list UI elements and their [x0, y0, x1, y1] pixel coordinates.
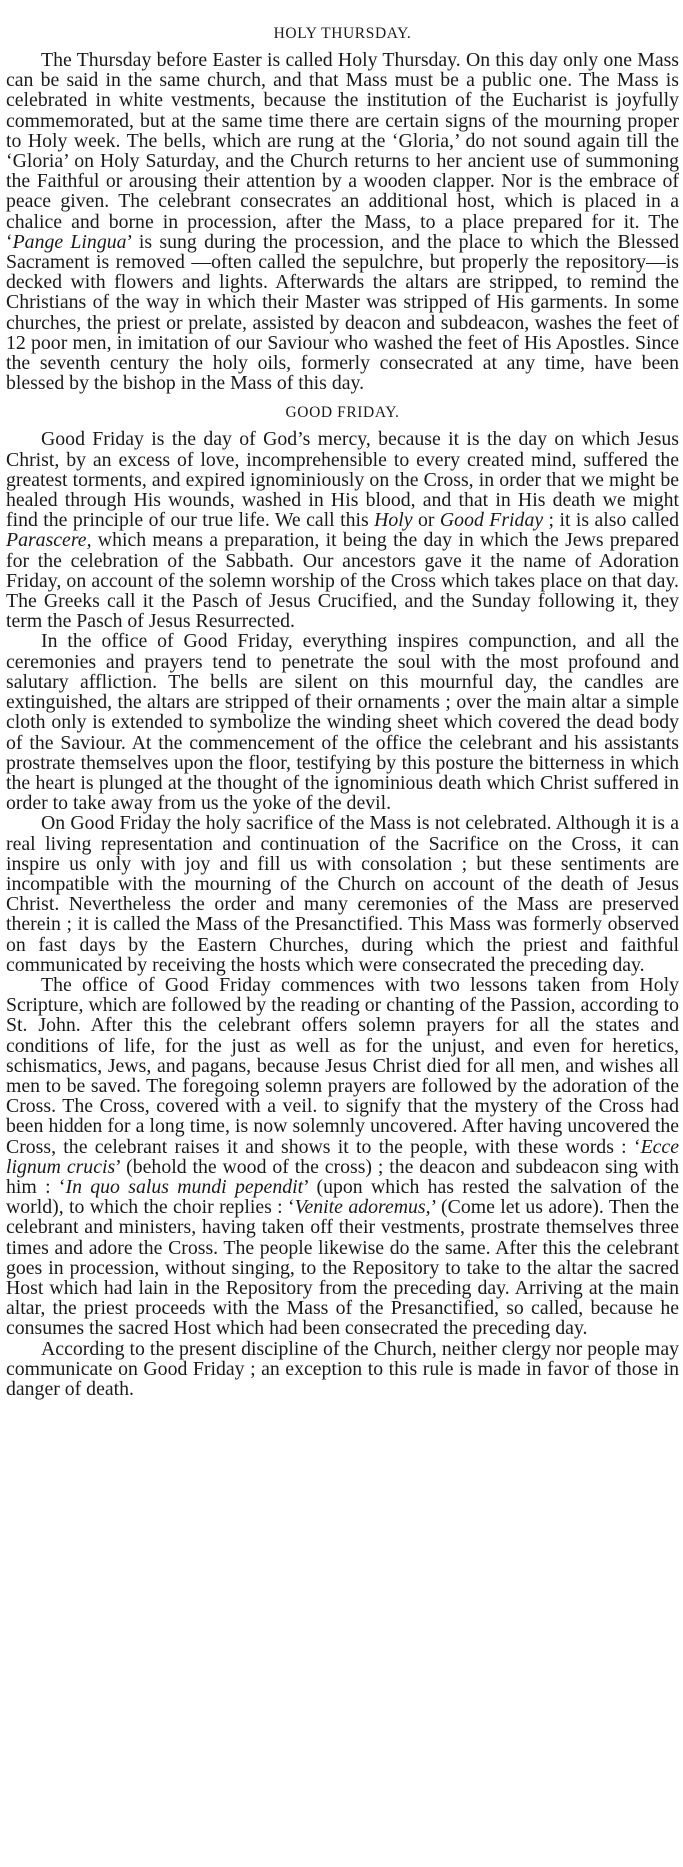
- text-run: The Thursday before Easter is called Holy Thursday. On this day only one Mass can be said in the same church, and that Mass must be a public one. The Mass is celebrated in white vestments, because the institution of the Eucharist is joyfully commemorated, but at the same time there are certain signs of the mourning proper to Holy week. The bells, which are rung at the ‘Gloria,’ do not sound again till the ‘Gloria’ on Holy Saturday, and the Church returns to her ancient use of summoning the Faithful or arousing their attention by a wooden clapper. Nor is the embrace of peace given. The celebrant consecrates an additional host, which is placed in a chalice and borne in procession, after the Mass, to a place prepared for it. The ‘: [6, 49, 679, 253]
- paragraph-good-friday-5: According to the present discipline of the Church, neither clergy nor people may communicate on Good Friday ; an exception to this rule is made in favor of those in danger of death.: [6, 1337, 679, 1400]
- italic-latin-phrase: Venite adoremus,: [294, 1196, 431, 1219]
- italic-term: Parascere,: [6, 529, 92, 552]
- italic-term: Holy: [374, 509, 413, 532]
- italic-latin-phrase: In quo salus mundi pependit: [65, 1175, 304, 1198]
- italic-term: Good Friday: [439, 509, 544, 532]
- paragraph-good-friday-4: [6, 975, 679, 1339]
- heading-good-friday: GOOD FRIDAY.: [285, 404, 400, 422]
- text-run: Good Friday is the day of God’s mercy, because it is the day on which Jesus Christ, by an excess of love, incomprehensible to every created mind, suffered the greatest torments, and expired ignominiously on the Cross, in order that we might be healed through His wounds, washed in His blood, and that in His death we might find the principle of our true life. We call this: [6, 428, 679, 532]
- paragraph-holy-thursday: [6, 50, 679, 393]
- heading-holy-thursday: HOLY THURSDAY.: [273, 25, 412, 42]
- paragraph-good-friday-3: On Good Friday the holy sacrifice of the Mass is not celebrated. Although it is a real living representation and continuation of the Sacrifice on the Cross, it can inspire us only with joy and fill us with consolation ; but these sentiments are incompatible with the mourning of the Church on account of the death of Jesus Christ. Nevertheless the order and many ceremonies of the Mass are preserved therein ; it is called the Mass of the Presanctified. This Mass was formerly observed on fast days by the Eastern Churches, during which the priest and faithful communicated by receiving the hosts which were consecrated the preceding day.: [6, 812, 679, 976]
- text-run: ; it is also called: [543, 509, 679, 532]
- text-run: or: [412, 509, 440, 532]
- text-run: which means a preparation, it being the day in which the Jews prepared for the celebration of the Sabbath. Our ancestors gave it the name of Adoration Friday, on account of the solemn worship of the Cross which takes place on that day. The Greeks call it the Pasch of Jesus Crucified, and the Sunday following it, they term the Pasch of Jesus Resurrected.: [6, 529, 679, 633]
- text-run: ’ (Come let us adore). Then the celebrant and ministers, having taken off their vestments, prostrate themselves three times and adore the Cross. The people likewise do the same. After this the celebrant goes in procession, without singing, to the Repository to take to the altar the sacred Host which had lain in the Repository from the preceding day. Arriving at the main altar, the priest proceeds with the Mass of the Presanctified, so called, because he consumes the sacred Host which had been consecrated the preceding day.: [6, 1196, 680, 1340]
- italic-term: Pange Lingua: [12, 230, 127, 253]
- text-run: ’ (upon which has rested the salvation of the world), to which the choir replies : ‘: [6, 1175, 680, 1219]
- paragraph-good-friday-1: [6, 429, 679, 631]
- paragraph-good-friday-2: In the office of Good Friday, everything inspires compunction, and all the ceremonies and prayers tend to penetrate the soul with the most profound and salutary affliction. The bells are silent on this mournful day, the candles are extinguished, the altars are stripped of their ornaments ; over the main altar a simple cloth only is extended to symbolize the winding sheet which covered the dead body of the Saviour. At the commencement of the office the celebrant and his assistants prostrate themselves upon the floor, testifying by this posture the bitterness in which the heart is plunged at the thought of the ignominious death which Christ suffered in order to take away from us the yoke of the devil.: [6, 630, 679, 815]
- text-run: The office of Good Friday commences with two lessons taken from Holy Scripture, which are followed by the reading or chanting of the Passion, according to St. John. After this the celebrant offers solemn prayers for all the states and conditions of life, for the just as well as for the unjust, and even for heretics, schismatics, Jews, and pagans, because Jesus Christ died for all men, and wishes all men to be saved. The foregoing solemn prayers are followed by the adoration of the Cross. The Cross, covered with a veil. to signify that the mystery of the Cross had been hidden for a long time, is now solemnly uncovered. After having uncovered the Cross, the celebrant raises it and shows it to the people, with these words : ‘: [6, 973, 679, 1158]
- text-run: ’ (behold the wood of the cross) ; the deacon and subdeacon sing with him : ‘: [6, 1155, 679, 1198]
- text-run: ’ is sung during the procession, and the place to which the Blessed Sacrament is removed —often called the sepulchre, but properly the repository—is decked with flowers and lights. Afterwards the altars are stripped, to remind the Christians of the way in which their Master was stripped of His garments. In some churches, the priest or prelate, assisted by deacon and subdeacon, washes the feet of 12 poor men, in imitation of our Saviour who washed the feet of His Apostles. Since the seventh century the holy oils, formerly consecrated at any time, have been blessed by the bishop in the Mass of this day.: [6, 230, 679, 395]
- italic-latin-phrase: Ecce lignum crucis: [6, 1135, 679, 1178]
